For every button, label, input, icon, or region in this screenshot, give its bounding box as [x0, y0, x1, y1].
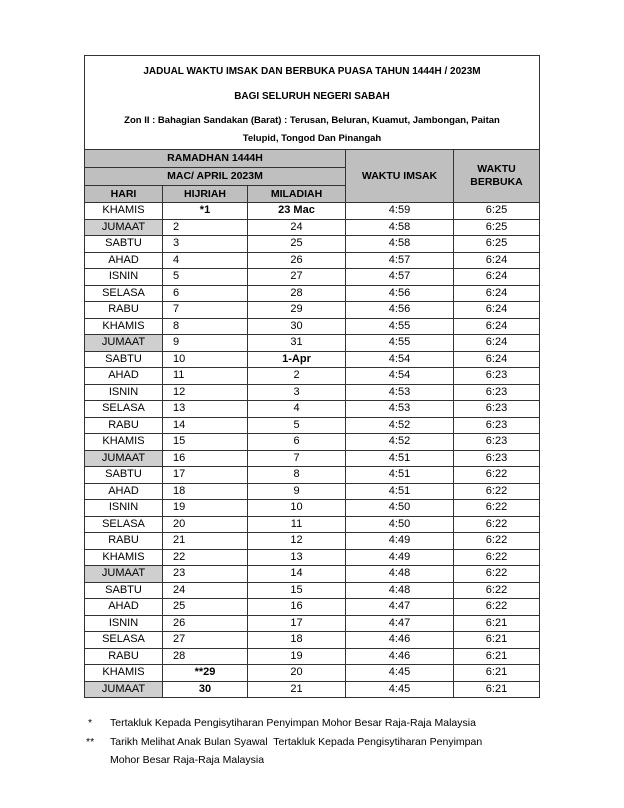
gregorian-date-cell: 28 [248, 286, 346, 303]
hijri-date-cell: 28 [163, 649, 248, 666]
imsak-time-cell: 4:57 [346, 269, 454, 286]
day-cell: ISNIN [85, 616, 163, 633]
imsak-time-cell: 4:56 [346, 302, 454, 319]
gregorian-date-cell: 1-Apr [248, 352, 346, 369]
header-hijri-label: HIJRIAH [183, 187, 226, 200]
berbuka-time-cell: 6:23 [454, 434, 540, 451]
day-cell: ISNIN [85, 500, 163, 517]
gregorian-date-cell: 19 [248, 649, 346, 666]
table-row [85, 401, 540, 418]
imsak-time-cell: 4:48 [346, 566, 454, 583]
zone-description-line-1: Zon II : Bahagian Sandakan (Barat) : Terusan, Beluran, Kuamut, Jambongan, Paitan [124, 115, 500, 126]
gregorian-date-cell: 5 [248, 418, 346, 435]
hijri-date-cell: 2 [163, 220, 248, 237]
table-row [85, 517, 540, 534]
gregorian-date-cell: 6 [248, 434, 346, 451]
berbuka-time-cell: 6:23 [454, 418, 540, 435]
berbuka-time-cell: 6:21 [454, 616, 540, 633]
gregorian-date-cell: 8 [248, 467, 346, 484]
day-cell: SELASA [85, 401, 163, 418]
table-row [85, 632, 540, 649]
hijri-date-cell: 25 [163, 599, 248, 616]
imsak-time-cell: 4:52 [346, 434, 454, 451]
hijri-date-cell: 30 [163, 682, 248, 699]
table-row [85, 368, 540, 385]
day-cell: KHAMIS [85, 550, 163, 567]
hijri-date-cell: 24 [163, 583, 248, 600]
table-row [85, 682, 540, 699]
berbuka-time-cell: 6:22 [454, 517, 540, 534]
hijri-date-cell: 21 [163, 533, 248, 550]
gregorian-date-cell: 12 [248, 533, 346, 550]
header-month [85, 168, 346, 186]
day-cell: RABU [85, 302, 163, 319]
imsak-time-cell: 4:53 [346, 385, 454, 402]
gregorian-date-cell: 30 [248, 319, 346, 336]
table-row [85, 319, 540, 336]
gregorian-date-cell: 31 [248, 335, 346, 352]
imsak-time-cell: 4:51 [346, 467, 454, 484]
footnote-1-marker: * [88, 717, 93, 729]
footnote-2-marker: ** [86, 736, 95, 748]
day-cell: KHAMIS [85, 319, 163, 336]
day-cell: SELASA [85, 517, 163, 534]
table-row [85, 533, 540, 550]
berbuka-time-cell: 6:22 [454, 583, 540, 600]
hijri-date-cell: 9 [163, 335, 248, 352]
berbuka-time-cell: 6:24 [454, 253, 540, 270]
imsak-time-cell: 4:48 [346, 583, 454, 600]
day-cell: AHAD [85, 253, 163, 270]
table-row [85, 418, 540, 435]
berbuka-time-cell: 6:24 [454, 286, 540, 303]
imsak-time-cell: 4:47 [346, 599, 454, 616]
header-day [85, 186, 163, 203]
table-row [85, 253, 540, 270]
gregorian-date-cell: 10 [248, 500, 346, 517]
imsak-time-cell: 4:54 [346, 352, 454, 369]
hijri-date-cell: 27 [163, 632, 248, 649]
hijri-date-cell: 15 [163, 434, 248, 451]
gregorian-date-cell: 17 [248, 616, 346, 633]
berbuka-time-cell: 6:22 [454, 599, 540, 616]
berbuka-time-cell: 6:22 [454, 467, 540, 484]
gregorian-date-cell: 25 [248, 236, 346, 253]
hijri-date-cell: 10 [163, 352, 248, 369]
gregorian-date-cell: 23 Mac [248, 203, 346, 220]
table-title-block [84, 55, 540, 149]
table-row [85, 286, 540, 303]
day-cell: JUMAAT [85, 682, 163, 699]
table-header [84, 149, 540, 203]
day-cell: SELASA [85, 286, 163, 303]
gregorian-date-cell: 29 [248, 302, 346, 319]
table-row [85, 550, 540, 567]
hijri-date-cell: 16 [163, 451, 248, 468]
gregorian-date-cell: 26 [248, 253, 346, 270]
table-row [85, 467, 540, 484]
imsak-time-cell: 4:59 [346, 203, 454, 220]
imsak-time-cell: 4:50 [346, 517, 454, 534]
gregorian-date-cell: 2 [248, 368, 346, 385]
gregorian-date-cell: 20 [248, 665, 346, 682]
hijri-date-cell: 7 [163, 302, 248, 319]
imsak-time-cell: 4:52 [346, 418, 454, 435]
berbuka-time-cell: 6:21 [454, 649, 540, 666]
gregorian-date-cell: 4 [248, 401, 346, 418]
gregorian-date-cell: 3 [248, 385, 346, 402]
imsak-time-cell: 4:57 [346, 253, 454, 270]
imsak-time-cell: 4:51 [346, 484, 454, 501]
header-ramadhan [85, 150, 346, 168]
day-cell: AHAD [85, 368, 163, 385]
gregorian-date-cell: 21 [248, 682, 346, 699]
table-body [84, 203, 540, 698]
hijri-date-cell: 26 [163, 616, 248, 633]
table-row [85, 665, 540, 682]
hijri-date-cell: *1 [163, 203, 248, 220]
berbuka-time-cell: 6:23 [454, 368, 540, 385]
day-cell: KHAMIS [85, 665, 163, 682]
hijri-date-cell: 5 [163, 269, 248, 286]
day-cell: KHAMIS [85, 434, 163, 451]
day-cell: RABU [85, 649, 163, 666]
hijri-date-cell: 20 [163, 517, 248, 534]
header-gregorian-label: MILADIAH [270, 187, 323, 200]
imsak-time-cell: 4:51 [346, 451, 454, 468]
table-row [85, 302, 540, 319]
gregorian-date-cell: 18 [248, 632, 346, 649]
berbuka-time-cell: 6:22 [454, 533, 540, 550]
imsak-time-cell: 4:50 [346, 500, 454, 517]
imsak-time-cell: 4:55 [346, 335, 454, 352]
imsak-time-cell: 4:45 [346, 682, 454, 699]
day-cell: JUMAAT [85, 566, 163, 583]
imsak-time-cell: 4:45 [346, 665, 454, 682]
berbuka-time-cell: 6:24 [454, 335, 540, 352]
table-row [85, 269, 540, 286]
imsak-time-cell: 4:47 [346, 616, 454, 633]
header-month-label: MAC/ APRIL 2023M [167, 170, 263, 182]
day-cell: SABTU [85, 236, 163, 253]
table-row [85, 203, 540, 220]
imsak-time-cell: 4:46 [346, 632, 454, 649]
header-ramadhan-label: RAMADHAN 1444H [167, 152, 263, 164]
day-cell: RABU [85, 418, 163, 435]
imsak-time-cell: 4:56 [346, 286, 454, 303]
berbuka-time-cell: 6:25 [454, 236, 540, 253]
day-cell: RABU [85, 533, 163, 550]
imsak-time-cell: 4:49 [346, 533, 454, 550]
hijri-date-cell: 17 [163, 467, 248, 484]
berbuka-time-cell: 6:25 [454, 220, 540, 237]
berbuka-time-cell: 6:23 [454, 451, 540, 468]
berbuka-time-cell: 6:23 [454, 401, 540, 418]
berbuka-time-cell: 6:22 [454, 500, 540, 517]
day-cell: JUMAAT [85, 451, 163, 468]
berbuka-time-cell: 6:25 [454, 203, 540, 220]
imsak-time-cell: 4:53 [346, 401, 454, 418]
hijri-date-cell: 6 [163, 286, 248, 303]
hijri-date-cell: 18 [163, 484, 248, 501]
imsak-time-cell: 4:46 [346, 649, 454, 666]
table-row [85, 484, 540, 501]
day-cell: JUMAAT [85, 220, 163, 237]
berbuka-time-cell: 6:22 [454, 484, 540, 501]
table-row [85, 385, 540, 402]
footnote-2-text-line-1: Tarikh Melihat Anak Bulan Syawal Tertakluk Kepada Pengisytiharan Penyimpan [110, 736, 483, 748]
gregorian-date-cell: 24 [248, 220, 346, 237]
state-subtitle: BAGI SELURUH NEGERI SABAH [234, 91, 390, 102]
day-cell: KHAMIS [85, 203, 163, 220]
table-row [85, 220, 540, 237]
header-berbuka-label-2: BERBUKA [470, 176, 523, 188]
day-cell: SABTU [85, 583, 163, 600]
header-gregorian [248, 186, 346, 203]
berbuka-time-cell: 6:24 [454, 302, 540, 319]
hijri-date-cell: 11 [163, 368, 248, 385]
gregorian-date-cell: 11 [248, 517, 346, 534]
gregorian-date-cell: 9 [248, 484, 346, 501]
day-cell: AHAD [85, 484, 163, 501]
berbuka-time-cell: 6:23 [454, 385, 540, 402]
day-cell: AHAD [85, 599, 163, 616]
imsak-time-cell: 4:58 [346, 220, 454, 237]
header-berbuka [454, 150, 540, 203]
zone-description-line-2: Telupid, Tongod Dan Pinangah [242, 133, 382, 144]
header-day-label: HARI [110, 187, 137, 200]
header-imsak-label: WAKTU IMSAK [361, 169, 438, 182]
gregorian-date-cell: 14 [248, 566, 346, 583]
table-row [85, 434, 540, 451]
footnote-1-text: Tertakluk Kepada Pengisytiharan Penyimpan Mohor Besar Raja-Raja Malaysia [110, 717, 476, 729]
gregorian-date-cell: 15 [248, 583, 346, 600]
hijri-date-cell: 22 [163, 550, 248, 567]
table-row [85, 500, 540, 517]
header-hijri [163, 186, 248, 203]
table-row [85, 616, 540, 633]
table-row [85, 583, 540, 600]
table-row [85, 649, 540, 666]
hijri-date-cell: 19 [163, 500, 248, 517]
table-row [85, 599, 540, 616]
hijri-date-cell: 12 [163, 385, 248, 402]
day-cell: SABTU [85, 352, 163, 369]
gregorian-date-cell: 13 [248, 550, 346, 567]
day-cell: SELASA [85, 632, 163, 649]
hijri-date-cell: 23 [163, 566, 248, 583]
berbuka-time-cell: 6:24 [454, 319, 540, 336]
footnote-2-text-line-2: Mohor Besar Raja-Raja Malaysia [110, 754, 265, 766]
hijri-date-cell: 14 [163, 418, 248, 435]
table-row [85, 352, 540, 369]
imsak-time-cell: 4:49 [346, 550, 454, 567]
day-cell: ISNIN [85, 269, 163, 286]
berbuka-time-cell: 6:24 [454, 352, 540, 369]
imsak-time-cell: 4:54 [346, 368, 454, 385]
gregorian-date-cell: 16 [248, 599, 346, 616]
document-title: JADUAL WAKTU IMSAK DAN BERBUKA PUASA TAHUN 1444H / 2023M [143, 66, 481, 77]
berbuka-time-cell: 6:24 [454, 269, 540, 286]
header-berbuka-label-1: WAKTU [477, 163, 516, 175]
berbuka-time-cell: 6:22 [454, 566, 540, 583]
berbuka-time-cell: 6:21 [454, 682, 540, 699]
day-cell: JUMAAT [85, 335, 163, 352]
imsak-time-cell: 4:55 [346, 319, 454, 336]
header-imsak [346, 150, 454, 203]
hijri-date-cell: 8 [163, 319, 248, 336]
gregorian-date-cell: 7 [248, 451, 346, 468]
table-row [85, 236, 540, 253]
hijri-date-cell: 4 [163, 253, 248, 270]
hijri-date-cell: 3 [163, 236, 248, 253]
berbuka-time-cell: 6:22 [454, 550, 540, 567]
berbuka-time-cell: 6:21 [454, 665, 540, 682]
hijri-date-cell: **29 [163, 665, 248, 682]
table-row [85, 451, 540, 468]
hijri-date-cell: 13 [163, 401, 248, 418]
day-cell: ISNIN [85, 385, 163, 402]
berbuka-time-cell: 6:21 [454, 632, 540, 649]
day-cell: SABTU [85, 467, 163, 484]
gregorian-date-cell: 27 [248, 269, 346, 286]
table-row [85, 566, 540, 583]
imsak-time-cell: 4:58 [346, 236, 454, 253]
table-row [85, 335, 540, 352]
